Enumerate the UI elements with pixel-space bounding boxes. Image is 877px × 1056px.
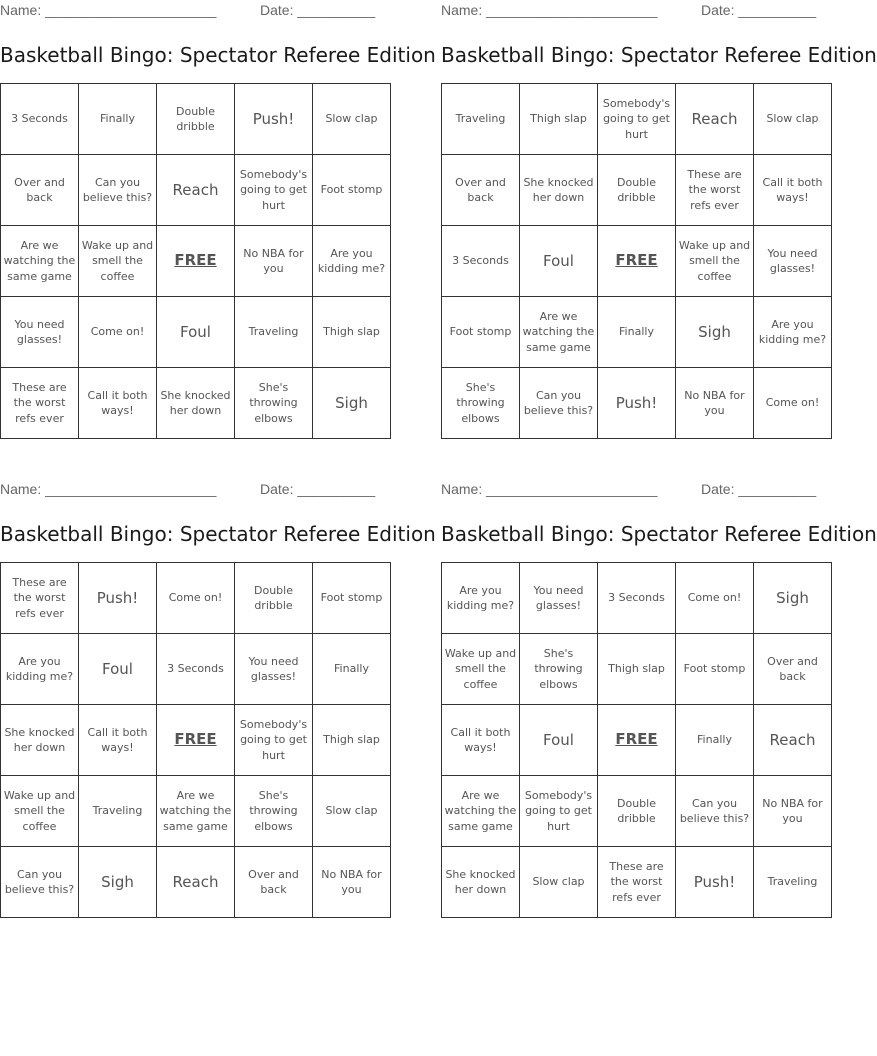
bingo-cell: Call it both ways! — [79, 705, 157, 776]
bingo-cell: Foot stomp — [676, 634, 754, 705]
name-field-label: Name: ______________________ — [441, 2, 658, 18]
bingo-cell: Traveling — [754, 847, 832, 918]
bingo-cell: These are the worst refs ever — [676, 155, 754, 226]
bingo-cell: Over and back — [1, 155, 79, 226]
bingo-cell: Double dribble — [598, 776, 676, 847]
bingo-cell: Sigh — [79, 847, 157, 918]
grid-row — [1, 705, 391, 776]
bingo-cell: She knocked her down — [1, 705, 79, 776]
bingo-grid — [0, 562, 391, 918]
bingo-cell: You need glasses! — [1, 297, 79, 368]
grid-row — [442, 634, 832, 705]
grid-row — [442, 155, 832, 226]
bingo-cell: Thigh slap — [313, 705, 391, 776]
bingo-cell: Slow clap — [520, 847, 598, 918]
free-space-cell: FREE — [157, 226, 235, 297]
bingo-cell: Wake up and smell the coffee — [442, 634, 520, 705]
card-title: Basketball Bingo: Spectator Referee Edition — [0, 522, 436, 546]
bingo-grid — [0, 83, 391, 439]
bingo-cell: Traveling — [442, 84, 520, 155]
free-space-cell: FREE — [157, 705, 235, 776]
grid-row — [1, 563, 391, 634]
bingo-cell: Can you believe this? — [520, 368, 598, 439]
bingo-grid — [441, 562, 832, 918]
bingo-cell: No NBA for you — [235, 226, 313, 297]
bingo-cell: Reach — [157, 155, 235, 226]
bingo-cell: Somebody's going to get hurt — [520, 776, 598, 847]
grid-row — [442, 226, 832, 297]
bingo-cell: Are you kidding me? — [313, 226, 391, 297]
bingo-cell: Foul — [520, 226, 598, 297]
free-space-cell: FREE — [598, 705, 676, 776]
bingo-cell: Can you believe this? — [676, 776, 754, 847]
bingo-cell: Sigh — [754, 563, 832, 634]
bingo-cell: Finally — [598, 297, 676, 368]
name-date-row — [0, 2, 375, 20]
grid-row — [442, 84, 832, 155]
card-title: Basketball Bingo: Spectator Referee Edition — [0, 43, 436, 67]
bingo-cell: Come on! — [754, 368, 832, 439]
grid-row — [442, 368, 832, 439]
grid-row — [1, 155, 391, 226]
bingo-cell: Are we watching the same game — [1, 226, 79, 297]
bingo-cell: Over and back — [754, 634, 832, 705]
name-field-label: Name: ______________________ — [0, 481, 217, 497]
bingo-cell: Reach — [754, 705, 832, 776]
bingo-cell: Sigh — [313, 368, 391, 439]
bingo-cell: Foul — [79, 634, 157, 705]
bingo-cell: Wake up and smell the coffee — [676, 226, 754, 297]
bingo-cell: She knocked her down — [442, 847, 520, 918]
grid-row — [442, 705, 832, 776]
bingo-cell: Push! — [676, 847, 754, 918]
bingo-cell: Reach — [676, 84, 754, 155]
grid-row — [442, 297, 832, 368]
bingo-cell: 3 Seconds — [157, 634, 235, 705]
bingo-cell: Somebody's going to get hurt — [235, 155, 313, 226]
bingo-cell: Foot stomp — [313, 155, 391, 226]
grid-row — [1, 847, 391, 918]
card-title: Basketball Bingo: Spectator Referee Edition — [441, 522, 877, 546]
bingo-cell: She knocked her down — [157, 368, 235, 439]
grid-row — [1, 368, 391, 439]
bingo-cell: Are we watching the same game — [520, 297, 598, 368]
bingo-grid — [441, 83, 832, 439]
grid-row — [1, 226, 391, 297]
bingo-cell: 3 Seconds — [442, 226, 520, 297]
bingo-cell: Push! — [598, 368, 676, 439]
name-date-row — [441, 481, 816, 499]
bingo-card — [441, 479, 877, 915]
bingo-cell: Are we watching the same game — [157, 776, 235, 847]
bingo-cell: Over and back — [442, 155, 520, 226]
bingo-cell: She's throwing elbows — [520, 634, 598, 705]
grid-row — [1, 84, 391, 155]
bingo-cell: Foot stomp — [313, 563, 391, 634]
bingo-cell: Double dribble — [235, 563, 313, 634]
bingo-cell: Sigh — [676, 297, 754, 368]
bingo-cell: Foot stomp — [442, 297, 520, 368]
bingo-cell: Thigh slap — [520, 84, 598, 155]
bingo-cell: Can you believe this? — [79, 155, 157, 226]
bingo-cell: She's throwing elbows — [235, 368, 313, 439]
bingo-cell: No NBA for you — [676, 368, 754, 439]
bingo-cell: Slow clap — [754, 84, 832, 155]
bingo-cell: Are you kidding me? — [442, 563, 520, 634]
bingo-cell: Traveling — [235, 297, 313, 368]
date-field-label: Date: __________ — [701, 481, 817, 497]
bingo-cell: Call it both ways! — [442, 705, 520, 776]
free-space-cell: FREE — [598, 226, 676, 297]
name-field-label: Name: ______________________ — [441, 481, 658, 497]
bingo-cell: 3 Seconds — [598, 563, 676, 634]
bingo-cell: Are you kidding me? — [1, 634, 79, 705]
bingo-cell: No NBA for you — [754, 776, 832, 847]
bingo-cell: 3 Seconds — [1, 84, 79, 155]
grid-row — [442, 847, 832, 918]
bingo-cell: Traveling — [79, 776, 157, 847]
bingo-card — [0, 479, 436, 915]
grid-row — [442, 776, 832, 847]
bingo-cell: Slow clap — [313, 776, 391, 847]
bingo-cell: Push! — [235, 84, 313, 155]
bingo-cell: Finally — [676, 705, 754, 776]
date-field-label: Date: __________ — [260, 2, 376, 18]
bingo-cell: Thigh slap — [598, 634, 676, 705]
grid-row — [442, 563, 832, 634]
bingo-cell: These are the worst refs ever — [598, 847, 676, 918]
bingo-cell: You need glasses! — [754, 226, 832, 297]
bingo-cell: Come on! — [79, 297, 157, 368]
bingo-cell: Thigh slap — [313, 297, 391, 368]
bingo-cell: Are you kidding me? — [754, 297, 832, 368]
grid-row — [1, 634, 391, 705]
bingo-cell: Wake up and smell the coffee — [1, 776, 79, 847]
bingo-cell: She's throwing elbows — [442, 368, 520, 439]
bingo-cell: Wake up and smell the coffee — [79, 226, 157, 297]
date-field-label: Date: __________ — [701, 2, 817, 18]
bingo-cell: Somebody's going to get hurt — [598, 84, 676, 155]
bingo-card — [441, 0, 877, 436]
bingo-cell: Over and back — [235, 847, 313, 918]
bingo-cell: She knocked her down — [520, 155, 598, 226]
bingo-cell: You need glasses! — [520, 563, 598, 634]
bingo-card — [0, 0, 436, 436]
grid-row — [1, 776, 391, 847]
bingo-cell: Come on! — [676, 563, 754, 634]
bingo-cell: No NBA for you — [313, 847, 391, 918]
bingo-cell: These are the worst refs ever — [1, 563, 79, 634]
date-field-label: Date: __________ — [260, 481, 376, 497]
grid-row — [1, 297, 391, 368]
bingo-cell: Foul — [157, 297, 235, 368]
name-field-label: Name: ______________________ — [0, 2, 217, 18]
bingo-cell: You need glasses! — [235, 634, 313, 705]
bingo-cell: Slow clap — [313, 84, 391, 155]
bingo-cell: Come on! — [157, 563, 235, 634]
name-date-row — [441, 2, 816, 20]
bingo-cell: Are we watching the same game — [442, 776, 520, 847]
bingo-cell: Call it both ways! — [79, 368, 157, 439]
bingo-cell: Call it both ways! — [754, 155, 832, 226]
bingo-cell: Double dribble — [598, 155, 676, 226]
bingo-cell: Push! — [79, 563, 157, 634]
bingo-cell: Can you believe this? — [1, 847, 79, 918]
name-date-row — [0, 481, 375, 499]
bingo-cell: Double dribble — [157, 84, 235, 155]
bingo-cell: Reach — [157, 847, 235, 918]
bingo-cell: These are the worst refs ever — [1, 368, 79, 439]
bingo-cell: Foul — [520, 705, 598, 776]
bingo-cell: Somebody's going to get hurt — [235, 705, 313, 776]
bingo-cell: She's throwing elbows — [235, 776, 313, 847]
bingo-cell: Finally — [79, 84, 157, 155]
card-title: Basketball Bingo: Spectator Referee Edition — [441, 43, 877, 67]
bingo-cell: Finally — [313, 634, 391, 705]
